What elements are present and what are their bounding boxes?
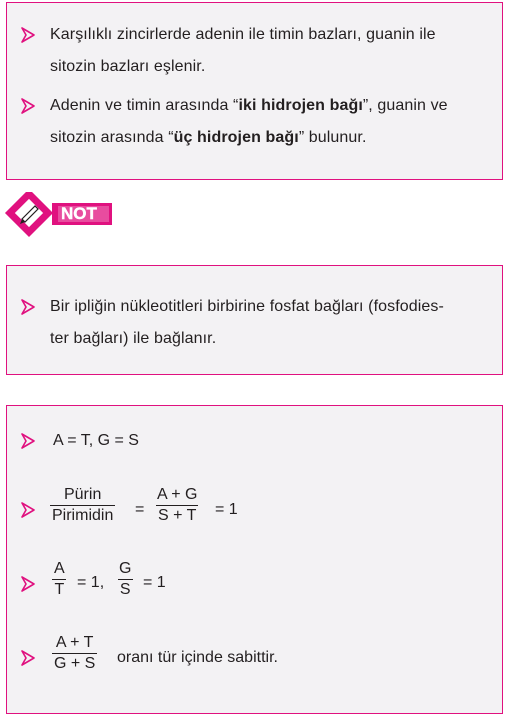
note-box-phosphodiester: [6, 265, 503, 375]
denominator: S: [119, 581, 131, 598]
arrow-bullet-icon: [21, 502, 35, 518]
arrow-bullet-icon: [21, 650, 35, 666]
text-run: ”, guanin ve: [362, 97, 448, 114]
equation-base-equality: A = T, G = S: [53, 432, 139, 449]
equation-result: = 1,: [77, 574, 105, 591]
text-run: sitozin arasında “: [50, 129, 174, 146]
fraction-purine-pyrimidine: [50, 485, 115, 526]
equation-result: = 1: [215, 501, 238, 518]
numerator: A: [54, 560, 65, 577]
fraction-a-t: [52, 559, 67, 600]
paragraph-line: ter bağları) ile bağlanır.: [50, 330, 217, 347]
paragraph-line: Karşılıklı zincirlerde adenin ile timin bazları, guanin ile: [50, 26, 436, 43]
denominator: S + T: [158, 507, 197, 524]
equation-result: = 1: [143, 574, 166, 591]
fraction-at-gs: [52, 633, 97, 674]
note-badge: [2, 192, 122, 248]
bold-term: üç hidrojen bağı: [173, 129, 299, 146]
pen-paper-icon: [5, 192, 53, 237]
bold-term: iki hidrojen bağı: [238, 97, 363, 114]
note-label: NOT: [61, 204, 97, 223]
denominator: G + S: [54, 655, 96, 672]
numerator: G: [119, 560, 132, 577]
formula-box: [6, 405, 503, 714]
paragraph-line: Bir ipliğin nükleotitleri birbirine fosfat bağları (fosfodies-: [50, 298, 444, 315]
fraction-g-s: [117, 559, 133, 600]
paragraph-line: sitozin bazları eşlenir.: [50, 58, 206, 75]
info-box-base-pairing: [6, 2, 503, 180]
numerator: A + G: [157, 486, 198, 503]
paragraph-line: [50, 90, 448, 122]
arrow-bullet-icon: [21, 299, 35, 315]
arrow-bullet-icon: [21, 27, 35, 43]
text-run: Adenin ve timin arasında “: [50, 97, 239, 114]
text-run: ” bulunur.: [298, 129, 367, 146]
ratio-statement: oranı tür içinde sabittir.: [117, 649, 278, 666]
arrow-bullet-icon: [21, 576, 35, 592]
paragraph-line: [50, 122, 367, 154]
denominator: Pirimidin: [52, 507, 114, 524]
arrow-bullet-icon: [21, 433, 35, 449]
numerator: Pürin: [63, 486, 102, 503]
numerator: A + T: [55, 634, 94, 651]
arrow-bullet-icon: [21, 98, 35, 114]
equals-sign: =: [135, 501, 145, 518]
denominator: T: [54, 581, 65, 598]
fraction-ag-st: [155, 485, 199, 526]
